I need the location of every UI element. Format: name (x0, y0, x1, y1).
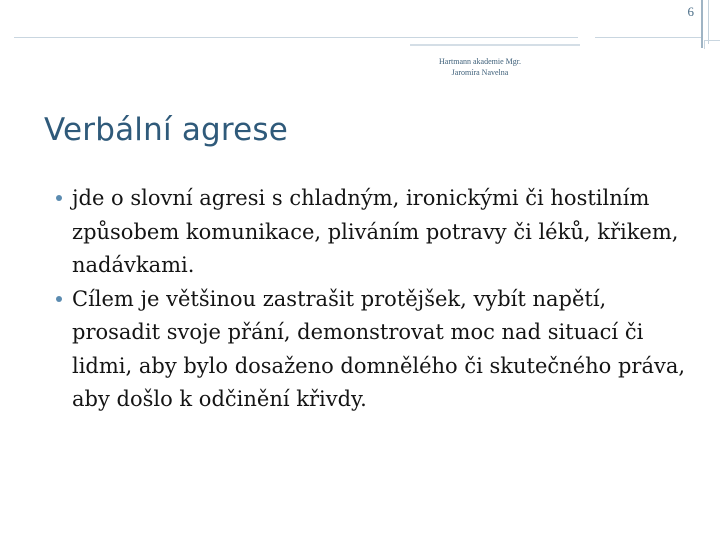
header-note-line1: Hartmann akademie Mgr. (439, 57, 521, 66)
header-rule (14, 37, 578, 38)
bullet-text: Cílem je většinou zastrašit protějšek, vybít napětí, prosadit svoje přání, demonstrovat moc nad situací či lidmi, aby bylo dosaženo domnělého či skutečného práva, aby došlo k odčinění křivdy. (72, 286, 686, 411)
bullet-item (50, 182, 690, 283)
header-note (362, 56, 598, 78)
slide-title: Verbální agrese (44, 112, 289, 148)
corner-vertical-rule (701, 0, 703, 48)
slide-number: 6 (687, 4, 694, 19)
bullet-icon (56, 296, 62, 302)
corner-ornament (704, 40, 720, 49)
header-note-line2: Jaromíra Navelna (451, 68, 509, 77)
bullet-list (50, 182, 690, 417)
bullet-text: jde o slovní agresi s chladným, ironickými či hostilním způsobem komunikace, pliváním potravy či léků, křikem, nadávkami. (72, 186, 679, 277)
bullet-icon (56, 195, 62, 201)
header-accent-rule (410, 44, 580, 46)
bullet-item (50, 283, 690, 417)
corner-rule (595, 37, 701, 38)
corner-vertical-rule-thin (708, 0, 709, 44)
